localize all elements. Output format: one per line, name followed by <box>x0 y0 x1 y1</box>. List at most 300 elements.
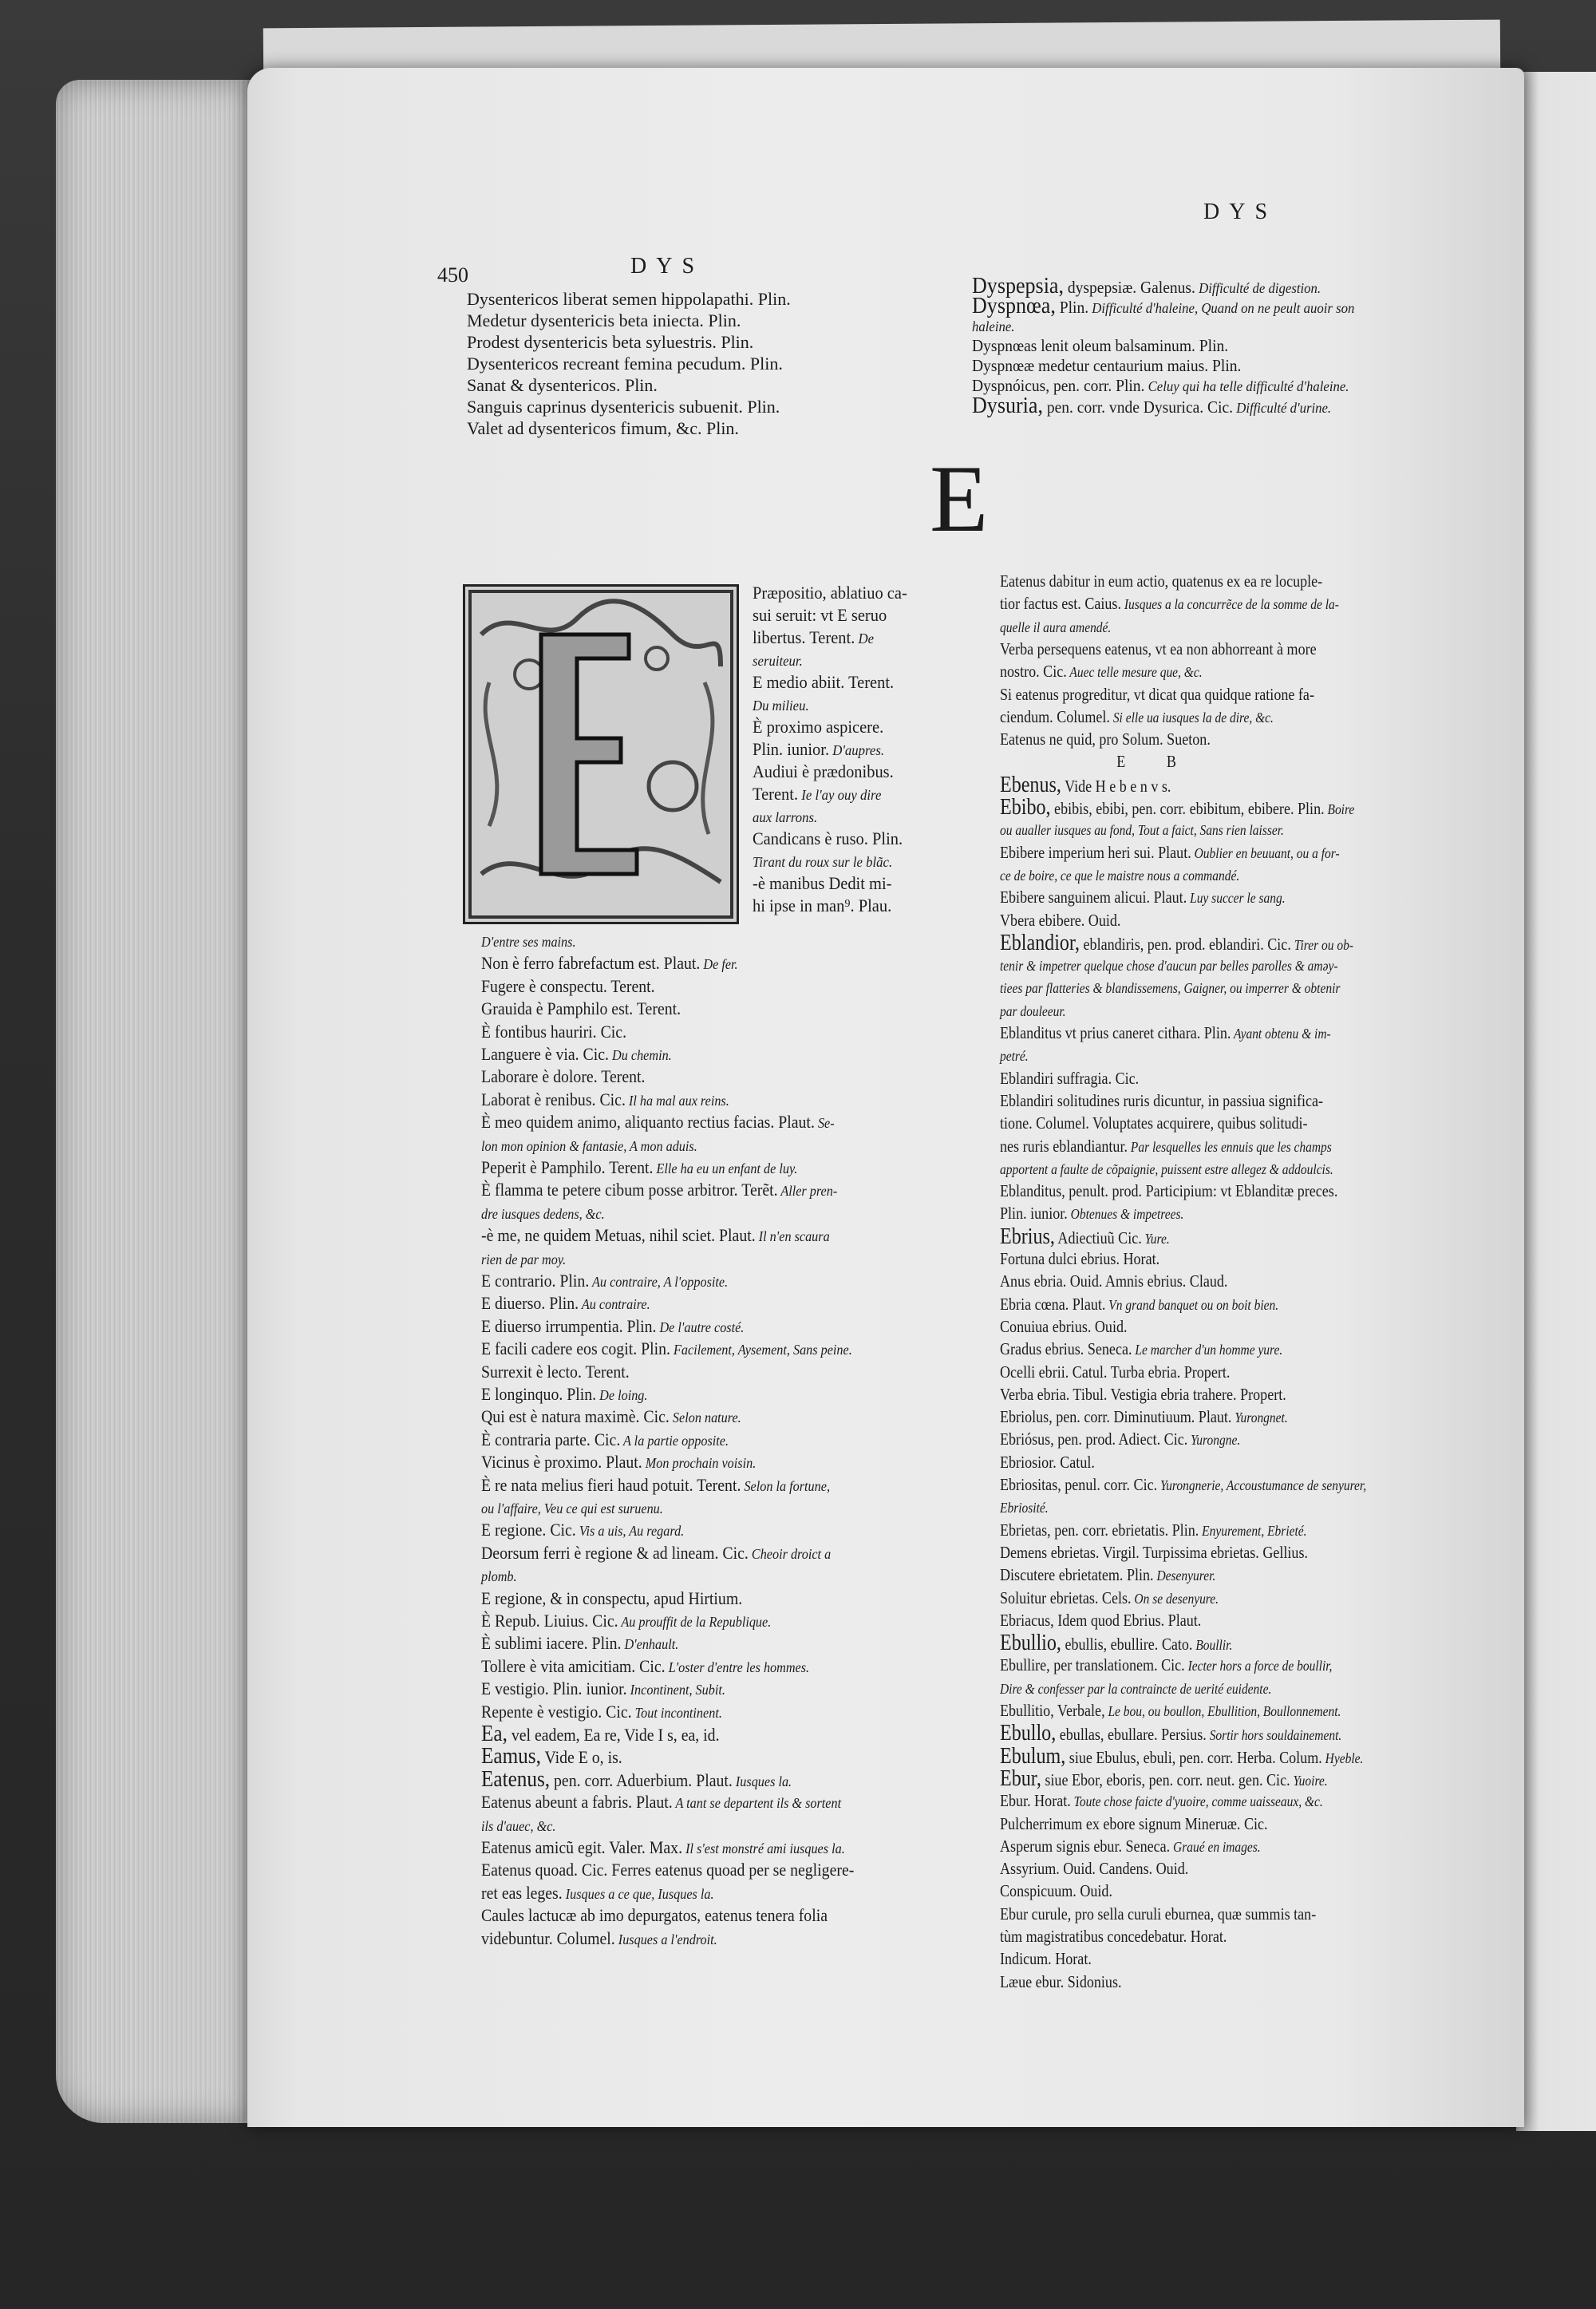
entry-line <box>1000 1813 1268 1833</box>
latin-text: Verba ebria. Tibul. Vestigia ebria trahere. Propert. <box>1000 1384 1286 1404</box>
entry-line <box>1000 889 1286 907</box>
entry-line <box>753 741 884 759</box>
headword: Dysuria, <box>972 393 1043 418</box>
french-gloss: Il s'est monstré ami iusques la. <box>682 1840 845 1856</box>
entry-line <box>481 1137 697 1155</box>
latin-text: Dyspnóicus, pen. corr. Plin. <box>972 376 1145 395</box>
latin-text: Audiui è prædonibus. <box>753 761 894 781</box>
headword: Ebenus, <box>1000 772 1061 797</box>
latin-text: Languere è via. Cic. <box>481 1044 609 1064</box>
french-gloss: plomb. <box>481 1568 517 1585</box>
latin-text: ciendum. Columel. <box>1000 706 1110 726</box>
entry-line <box>753 852 892 871</box>
entry-line <box>481 1272 728 1291</box>
french-gloss: Le marcher d'un homme yure. <box>1132 1342 1283 1358</box>
latin-text: Fortuna dulci ebrius. Horat. <box>1000 1249 1160 1268</box>
latin-text: Ebullire, per translationem. Cic. <box>1000 1655 1185 1675</box>
entry-line <box>1000 663 1203 681</box>
latin-text: Eatenus amicũ egit. Valer. Max. <box>481 1837 683 1857</box>
french-gloss: A tant se departent ils & sortent <box>672 1795 842 1812</box>
latin-text: hi ipse in man⁹. Plau. <box>753 896 892 915</box>
latin-text: videbuntur. Columel. <box>481 1927 615 1948</box>
latin-text: Ocelli ebrii. Catul. Turba ebria. Propert. <box>1000 1362 1231 1382</box>
french-gloss: Sortir hors souldainement. <box>1206 1727 1342 1744</box>
latin-text: Eblandiri solitudines ruris dicuntur, in passiua significa- <box>1000 1090 1324 1110</box>
entry-line <box>481 1453 756 1472</box>
latin-text: E regione, & in conspectu, apud Hirtium. <box>481 1587 743 1608</box>
french-gloss: tenir & impetrer quelque chose d'aucun par belles parolles & aməy- <box>1000 958 1338 975</box>
french-gloss: Par lesquelles les ennuis que les champs <box>1128 1138 1332 1155</box>
entry-line <box>481 1474 831 1495</box>
french-gloss: rien de par moy. <box>481 1251 567 1267</box>
entry-line <box>481 932 576 951</box>
latin-text: Ebria cœna. Plaut. <box>1000 1294 1106 1314</box>
headword: Ea, <box>481 1722 508 1746</box>
french-gloss: lon mon opinion & fantasie, A mon aduis. <box>481 1137 697 1154</box>
entry-line <box>1000 795 1355 820</box>
latin-text: E contrario. Plin. <box>481 1271 590 1291</box>
latin-text: eblandiris, pen. prod. eblandiri. Cic. <box>1080 934 1291 954</box>
french-gloss: apportent a faulte de cõpaignie, puissent estre allegez & addoulcis. <box>1000 1160 1333 1177</box>
entry-line <box>753 629 874 647</box>
entry-line <box>1000 1860 1188 1877</box>
entry-line <box>481 1766 792 1792</box>
french-gloss: Boullir. <box>1192 1637 1233 1654</box>
latin-text: Discutere ebrietatem. Plin. <box>1000 1565 1154 1585</box>
latin-text: Terent. <box>753 784 799 804</box>
headword: Eamus, <box>481 1744 541 1769</box>
headword: Dyspnœa, <box>972 294 1056 318</box>
entry-line <box>481 1635 678 1653</box>
entry-line <box>753 808 817 826</box>
french-gloss: Difficulté de digestion. <box>1195 280 1321 296</box>
french-gloss: Ebriosité. <box>1000 1500 1049 1516</box>
french-gloss: Difficulté d'haleine, Quand on ne peult auoir son <box>1088 300 1355 316</box>
french-gloss: ou aualler iusques au fond, Tout a faict, Sans rien laisser. <box>1000 822 1284 839</box>
entry-line <box>1000 731 1211 748</box>
entry-line <box>481 1793 841 1812</box>
latin-text: Ebriosior. Catul. <box>1000 1452 1095 1472</box>
french-gloss: Au prouffit de la Republique. <box>618 1614 772 1630</box>
headword: Ebur, <box>1000 1765 1041 1791</box>
french-gloss: Yurongne. <box>1187 1432 1241 1449</box>
latin-text: Vide H e b e n v s. <box>1061 776 1171 796</box>
entry-line <box>753 830 903 847</box>
french-gloss: Tout incontinent. <box>631 1704 722 1721</box>
entry-line <box>481 1315 745 1336</box>
latin-text: Soluitur ebrietas. Cels. <box>1000 1587 1132 1607</box>
french-gloss: Obtenues & impetrees. <box>1067 1206 1184 1223</box>
latin-text: Medetur dysentericis beta iniecta. Plin. <box>467 310 741 330</box>
latin-text: Ebibere imperium heri sui. Plaut. <box>1000 842 1191 862</box>
latin-text: Eblanditus, penult. prod. Participium: vt Eblanditæ preces. <box>1000 1181 1338 1201</box>
entry-line <box>1000 1702 1341 1720</box>
entry-line <box>753 607 887 623</box>
french-gloss: Desenyurer. <box>1153 1568 1216 1584</box>
french-gloss: Il ha mal aux reins. <box>625 1092 729 1109</box>
headword: Ebullio, <box>1000 1631 1061 1656</box>
french-gloss: ou l'affaire, Veu ce qui est suruenu. <box>481 1500 663 1516</box>
entry-line <box>481 1839 845 1857</box>
latin-text: Eatenus abeunt a fabris. Plaut. <box>481 1792 673 1813</box>
latin-text: Surrexit è lecto. Terent. <box>481 1361 630 1382</box>
latin-text: Verba persequens eatenus, vt ea non abhorreant à more <box>1000 639 1317 658</box>
latin-text: siue Ebulus, ebuli, pen. corr. Herba. Colum. <box>1065 1747 1322 1767</box>
entry-line <box>481 1907 828 1924</box>
latin-text: Grauida è Pamphilo est. Terent. <box>481 998 681 1019</box>
latin-text: Dysentericos recreant femina pecudum. Plin. <box>467 354 783 374</box>
latin-text: Ebriacus, Idem quod Ebrius. Plaut. <box>1000 1610 1202 1630</box>
latin-text: Qui est è natura maximè. Cic. <box>481 1406 670 1427</box>
french-gloss: Oublier en beuuant, ou a for- <box>1191 844 1340 861</box>
entry-line <box>1000 1454 1095 1471</box>
entry-line <box>1000 1341 1282 1358</box>
entry-line <box>1000 1205 1183 1223</box>
entry-line <box>481 1521 684 1540</box>
latin-text: Peperit è Pamphilo. Terent. <box>481 1157 654 1177</box>
entry-line <box>753 651 803 670</box>
french-gloss: Yure. <box>1141 1230 1170 1247</box>
french-gloss: Ie l'ay ouy dire <box>798 787 882 803</box>
entry-line <box>467 420 739 437</box>
french-gloss: De l'autre costé. <box>656 1319 745 1335</box>
french-gloss: Graué en images. <box>1170 1838 1261 1855</box>
entry-line <box>481 1884 714 1903</box>
entry-line <box>1000 867 1239 884</box>
entry-line <box>481 955 738 973</box>
latin-text: Eatenus ne quid, pro Solum. Sueton. <box>1000 729 1211 749</box>
french-gloss: Yuoire. <box>1290 1772 1328 1789</box>
entry-line <box>1000 1364 1230 1381</box>
latin-text: Sanguis caprinus dysentericis subuenit. Plin. <box>467 397 780 417</box>
entry-line <box>972 338 1228 354</box>
entry-line <box>1000 1522 1307 1540</box>
french-gloss: D'entre ses mains. <box>481 934 576 950</box>
french-gloss: Facilement, Aysement, Sans peine. <box>670 1342 852 1358</box>
entry-line <box>753 875 891 892</box>
latin-text: Laborare è dolore. Terent. <box>481 1066 646 1087</box>
entry-line <box>481 1655 810 1676</box>
entry-line <box>481 1817 555 1835</box>
entry-line <box>1000 930 1353 955</box>
french-gloss: quelle il aura amendé. <box>1000 619 1112 635</box>
entry-line <box>1000 641 1317 658</box>
latin-text: Fugere è conspectu. Terent. <box>481 975 655 996</box>
entry-line <box>1000 1680 1271 1698</box>
latin-text: Dyspnœas lenit oleum balsaminum. Plin. <box>972 336 1229 355</box>
entry-line <box>481 1204 605 1223</box>
latin-text: Eblanditus vt prius caneret cithara. Plin. <box>1000 1023 1231 1042</box>
entry-line <box>1000 1070 1139 1087</box>
latin-text: È flamma te petere cibum posse arbitror. Terẽt. <box>481 1180 778 1200</box>
french-gloss: Hyeble. <box>1321 1750 1364 1766</box>
entry-line <box>972 358 1241 374</box>
latin-text: E vestigio. Plin. iunior. <box>481 1678 627 1699</box>
entry-line <box>1000 1721 1342 1746</box>
latin-text: Assyrium. Ouid. Candens. Ouid. <box>1000 1859 1189 1879</box>
latin-text: Gradus ebrius. Seneca. <box>1000 1339 1132 1359</box>
latin-text: Candicans è ruso. Plin. <box>753 828 903 848</box>
latin-text: Ebriolus, pen. corr. Diminutiuum. Plaut. <box>1000 1407 1232 1427</box>
latin-text: Tollere è vita amicitiam. Cic. <box>481 1655 666 1676</box>
latin-text: Prodest dysentericis beta syluestris. Plin. <box>467 332 754 352</box>
french-gloss: ce de boire, ce que le maistre nous a commandé. <box>1000 867 1240 884</box>
entry-line <box>481 1499 663 1517</box>
ornament-icon <box>465 587 737 922</box>
latin-text: E regione. Cic. <box>481 1520 576 1540</box>
latin-text: Indicum. Horat. <box>1000 1949 1092 1969</box>
headword: Dyspepsia, <box>972 274 1065 299</box>
entry-line <box>753 696 809 714</box>
french-gloss: Iusques la. <box>732 1773 792 1789</box>
latin-text: È sublimi iacere. Plin. <box>481 1633 622 1654</box>
entry-line <box>481 1227 830 1245</box>
french-gloss: Se- <box>814 1115 835 1132</box>
entry-line <box>1000 1296 1278 1314</box>
latin-text: Adiectiuũ Cic. <box>1054 1228 1142 1247</box>
latin-text: Ebur. Horat. <box>1000 1791 1071 1811</box>
french-gloss: seruiteur. <box>753 653 803 669</box>
latin-text: Caules lactucæ ab imo depurgatos, eatenus tenera folia <box>481 1905 828 1926</box>
latin-text: pen. corr. vnde Dysurica. Cic. <box>1042 397 1234 417</box>
entry-line <box>481 1587 743 1608</box>
latin-text: È Repub. Liuius. Cic. <box>481 1611 618 1631</box>
french-gloss: Iusques a ce que, Iusques la. <box>562 1885 714 1902</box>
section-letter: E <box>930 445 989 552</box>
entry-line <box>481 1159 797 1177</box>
entry-line <box>1000 1631 1233 1656</box>
entry-line <box>1000 619 1111 636</box>
latin-text: Repente è vestigio. Cic. <box>481 1701 632 1722</box>
french-gloss: Selon la fortune, <box>741 1477 831 1494</box>
latin-text: Eatenus quoad. Cic. Ferres eatenus quoad per se negligere- <box>481 1860 855 1880</box>
entry-line <box>1000 1047 1029 1065</box>
french-gloss: Boire <box>1324 801 1355 817</box>
french-gloss: Iusques a l'endroit. <box>614 1931 717 1947</box>
french-gloss: petré. <box>1000 1048 1029 1065</box>
book-page <box>247 68 1524 2127</box>
latin-text: tione. Columel. Voluptates acquirere, quibus solitudi- <box>1000 1113 1308 1133</box>
latin-text: Pulcherrimum ex ebore signum Mineruæ. Cic. <box>1000 1813 1268 1833</box>
french-gloss: Yurongnet. <box>1231 1410 1288 1426</box>
entry-line <box>481 1703 722 1722</box>
latin-text: Conuiua ebrius. Ouid. <box>1000 1316 1128 1336</box>
french-gloss: De loing. <box>596 1387 648 1403</box>
latin-text: E diuerso irrumpentia. Plin. <box>481 1315 657 1336</box>
latin-text: Ebriositas, penul. corr. Cic. <box>1000 1475 1158 1494</box>
entry-line <box>1000 1657 1332 1674</box>
entry-line <box>481 1567 517 1585</box>
latin-text: Plin. iunior. <box>753 739 830 759</box>
entry-line <box>1000 1477 1366 1494</box>
latin-text: Valet ad dysentericos fimum, &c. Plin. <box>467 418 739 438</box>
latin-text: Eatenus dabitur in eum actio, quatenus ex ea re locuple- <box>1000 571 1323 591</box>
french-gloss: aux larrons. <box>753 809 818 825</box>
french-gloss: A la partie opposite. <box>620 1432 729 1449</box>
latin-text: Sanat & dysentericos. Plin. <box>467 375 658 395</box>
entry-line <box>1000 1273 1227 1290</box>
latin-text: Vicinus è proximo. Plaut. <box>481 1452 642 1473</box>
latin-text: -è me, ne quidem Metuas, nihil sciet. Plaut. <box>481 1225 756 1246</box>
headword: Ebrius, <box>1000 1224 1055 1249</box>
entry-line <box>481 1046 672 1064</box>
entry-line <box>753 763 894 780</box>
entry-line <box>1000 1160 1333 1178</box>
headword: Ebulum, <box>1000 1743 1066 1769</box>
entry-line <box>753 718 883 735</box>
entry-line <box>467 355 783 372</box>
entry-line <box>972 393 1332 418</box>
latin-text: Plin. iunior. <box>1000 1204 1068 1224</box>
french-gloss: De fer. <box>700 956 738 973</box>
french-gloss: Du milieu. <box>753 698 809 714</box>
latin-text: ebullis, ebullire. Cato. <box>1061 1635 1193 1655</box>
french-gloss: Vis a uis, Au regard. <box>575 1523 685 1540</box>
entry-line <box>753 674 894 690</box>
french-gloss: Ayant obtenu & im- <box>1231 1026 1331 1042</box>
latin-text: E longinquo. Plin. <box>481 1384 597 1404</box>
headword: Ebibo, <box>1000 795 1051 820</box>
latin-text: E diuerso. Plin. <box>481 1293 579 1314</box>
entry-line <box>1000 1838 1261 1856</box>
latin-text: nostro. Cic. <box>1000 662 1067 682</box>
latin-text: Ebur curule, pro sella curuli eburnea, quæ summis tan- <box>1000 1904 1317 1924</box>
french-gloss: Incontinent, Subit. <box>626 1682 725 1698</box>
book-page-edges <box>56 80 255 2123</box>
entry-line <box>1000 957 1337 975</box>
entry-line <box>753 584 907 601</box>
entry-line <box>467 377 658 393</box>
page-number: 450 <box>437 263 468 287</box>
latin-text: Asperum signis ebur. Seneca. <box>1000 1836 1171 1856</box>
latin-text: tior factus est. Caius. <box>1000 594 1121 614</box>
entry-line <box>1000 1025 1331 1042</box>
entry-line <box>481 1023 626 1040</box>
entry-line <box>1000 1793 1323 1810</box>
entry-line <box>481 1295 650 1313</box>
entry-line <box>1000 753 1217 770</box>
entry-line <box>1000 1138 1332 1156</box>
entry-line <box>467 334 753 350</box>
entry-line <box>481 975 655 996</box>
french-gloss: Aller pren- <box>777 1183 838 1200</box>
french-gloss: Tirant du roux sur le blãc. <box>753 854 893 870</box>
entry-line <box>1000 1743 1364 1769</box>
entry-line <box>481 1068 645 1085</box>
entry-line <box>1000 686 1314 703</box>
entry-line <box>1000 772 1171 797</box>
french-gloss: Le bou, ou boullon, Ebullition, Boullonnement. <box>1104 1703 1341 1719</box>
latin-text: Non è ferro fabrefactum est. Plaut. <box>481 953 701 974</box>
headword: Ebullo, <box>1000 1721 1057 1746</box>
entry-line <box>1000 1906 1316 1923</box>
entry-line <box>1000 1090 1324 1110</box>
french-gloss: Iusques a la concurrẽce de la somme de la- <box>1120 596 1339 613</box>
latin-text: È contraria parte. Cic. <box>481 1429 621 1449</box>
latin-text: Dyspnœæ medetur centaurium maius. Plin. <box>972 356 1242 375</box>
latin-text: Plin. <box>1055 298 1089 317</box>
latin-text: Si eatenus progreditur, vt dicat qua quidque ratione fa- <box>1000 684 1314 704</box>
french-gloss: haleine. <box>972 318 1015 334</box>
entry-line <box>481 1431 729 1449</box>
latin-text: Ebullitio, Verbale, <box>1000 1701 1105 1720</box>
french-gloss: par douleeur. <box>1000 1002 1066 1019</box>
entry-line <box>753 897 891 914</box>
french-gloss: Dire & confesser par la contraincte de uerité euidente. <box>1000 1680 1272 1697</box>
entry-line <box>1000 821 1284 839</box>
entry-line <box>1000 595 1339 613</box>
latin-text: nes ruris eblandiantur. <box>1000 1136 1128 1156</box>
latin-text: Deorsum ferri è regione & ad lineam. Cic. <box>481 1542 749 1563</box>
french-gloss: Celuy qui ha telle difficulté d'haleine. <box>1144 378 1349 394</box>
latin-text: Conspicuum. Ouid. <box>1000 1881 1112 1901</box>
entry-line <box>481 1722 720 1746</box>
french-gloss: Il n'en scaura <box>755 1228 830 1245</box>
entry-line <box>1000 1951 1092 1967</box>
latin-text: siue Ebor, eboris, pen. corr. neut. gen. Cic. <box>1041 1769 1290 1789</box>
latin-text: Demens ebrietas. Virgil. Turpissima ebrietas. Gellius. <box>1000 1542 1309 1562</box>
latin-text: dyspepsiæ. Galenus. <box>1064 278 1195 297</box>
entry-line <box>1000 1971 1122 1991</box>
entry-line <box>481 1181 837 1200</box>
entry-line <box>1000 1544 1308 1561</box>
entry-line <box>1000 1883 1112 1900</box>
french-gloss: dre iusques dedens, &c. <box>481 1205 605 1222</box>
entry-line <box>1000 844 1340 862</box>
latin-text: Dysentericos liberat semen hippolapathi. Plin. <box>467 289 791 309</box>
entry-line <box>1000 1002 1066 1020</box>
latin-text: Præpositio, ablatiuo ca- <box>753 583 907 603</box>
entry-line <box>481 1091 729 1109</box>
french-gloss: L'oster d'entre les hommes. <box>665 1659 810 1675</box>
french-gloss: Difficulté d'urine. <box>1233 400 1332 416</box>
entry-line <box>1000 1183 1337 1200</box>
entry-line <box>1000 1499 1049 1516</box>
entry-line <box>481 1861 854 1878</box>
entry-line <box>467 291 791 307</box>
entry-line <box>481 1744 622 1769</box>
french-gloss: Enyurement, Ebrieté. <box>1199 1522 1307 1539</box>
entry-line <box>1000 706 1274 726</box>
latin-text: ebullas, ebullare. Persius. <box>1056 1725 1207 1745</box>
french-gloss: Au contraire, A l'opposite. <box>589 1274 729 1290</box>
entry-line <box>481 1612 771 1631</box>
latin-text: Laborat è renibus. Cic. <box>481 1089 626 1109</box>
headword: Eatenus, <box>481 1766 551 1792</box>
right-running-head: DYS <box>1203 200 1278 224</box>
latin-text: ret eas leges. <box>481 1882 563 1903</box>
decorated-initial-e <box>463 584 739 924</box>
entry-line <box>481 1340 852 1358</box>
entry-line <box>481 1113 835 1132</box>
french-gloss: tiees par flatteries & blandissemens, Gaigner, ou imperrer & obtenir <box>1000 980 1341 997</box>
entry-line <box>481 1680 725 1698</box>
latin-text: Læue ebur. Sidonius. <box>1000 1971 1122 1991</box>
entry-line <box>1000 1115 1308 1132</box>
latin-text: E medio abiit. Terent. <box>753 672 895 692</box>
entry-line <box>1000 1224 1170 1249</box>
latin-text: ebibis, ebibi, pen. corr. ebibitum, ebibere. Plin. <box>1050 799 1325 818</box>
entry-line <box>481 1927 717 1948</box>
french-gloss: Cheoir droict a <box>748 1545 832 1562</box>
entry-line <box>972 378 1349 395</box>
french-gloss: ils d'auec, &c. <box>481 1817 556 1834</box>
entry-line <box>481 1000 681 1017</box>
latin-text: tùm magistratibus concedebatur. Horat. <box>1000 1927 1227 1946</box>
french-gloss: Auec telle mesure que, &c. <box>1066 664 1203 681</box>
latin-text: È proximo aspicere. <box>753 717 884 737</box>
french-gloss: De <box>855 631 875 646</box>
